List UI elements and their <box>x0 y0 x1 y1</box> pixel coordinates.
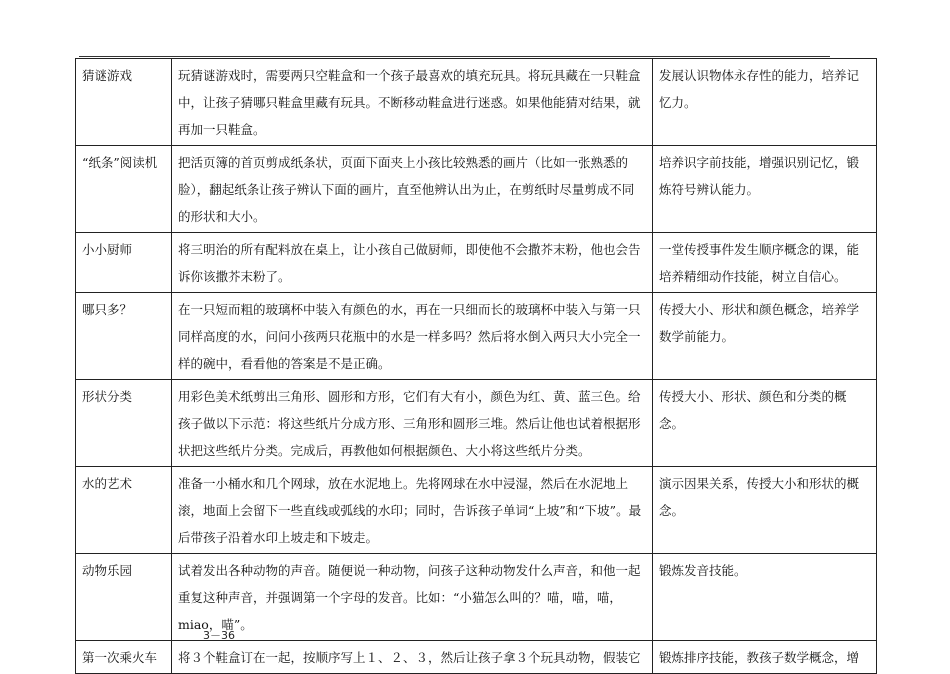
activity-name: 形状分类 <box>76 380 172 467</box>
activity-purpose: 传授大小、形状和颜色概念，培养学数学前能力。 <box>653 293 877 380</box>
activity-name: 猜谜游戏 <box>76 59 172 146</box>
table-row <box>76 146 877 233</box>
activity-name: 水的艺术 <box>76 467 172 554</box>
page-number: 3－36 <box>203 629 235 642</box>
activity-purpose: 培养识字前技能，增强识别记忆，锻炼符号辨认能力。 <box>653 146 877 233</box>
table-row <box>76 467 877 554</box>
activity-purpose: 演示因果关系，传授大小和形状的概念。 <box>653 467 877 554</box>
table-row <box>76 293 877 380</box>
activities-table <box>75 58 877 674</box>
activity-name: “纸条”阅读机 <box>76 146 172 233</box>
activity-description: 把活页簿的首页剪成纸条状，页面下面夹上小孩比较熟悉的画片（比如一张熟悉的脸），翻起纸条让孩子辨认下面的画片，直至他辨认出为止，在剪纸时尽量剪成不同的形状和大小。 <box>172 146 653 233</box>
activity-description: 将三明治的所有配料放在桌上，让小孩自己做厨师，即使他不会撒芥末粉，他也会告诉你该撒芥末粉了。 <box>172 233 653 293</box>
activity-description: 玩猜谜游戏时，需要两只空鞋盒和一个孩子最喜欢的填充玩具。将玩具藏在一只鞋盒中，让孩子猜哪只鞋盒里藏有玩具。不断移动鞋盒进行迷惑。如果他能猜对结果，就再加一只鞋盒。 <box>172 59 653 146</box>
activity-purpose: 传授大小、形状、颜色和分类的概念。 <box>653 380 877 467</box>
top-rule <box>79 56 830 57</box>
table-row <box>76 641 877 674</box>
table-row <box>76 59 877 146</box>
table-row <box>76 380 877 467</box>
activity-name: 动物乐园 <box>76 554 172 641</box>
activity-description: 用彩色美术纸剪出三角形、圆形和方形，它们有大有小，颜色为红、黄、蓝三色。给孩子做以下示范：将这些纸片分成方形、三角形和圆形三堆。然后让他也试着根据形状把这些纸片分类。完成后，再教他如何根据颜色、大小将这些纸片分类。 <box>172 380 653 467</box>
activity-description: 在一只短而粗的玻璃杯中装入有颜色的水，再在一只细而长的玻璃杯中装入与第一只同样高度的水，问问小孩两只花瓶中的水是一样多吗？然后将水倒入两只大小完全一样的碗中，看看他的答案是不是正确。 <box>172 293 653 380</box>
activity-purpose: 一堂传授事件发生顺序概念的课，能培养精细动作技能，树立自信心。 <box>653 233 877 293</box>
activity-purpose: 锻炼排序技能，教孩子数学概念，增 <box>653 641 877 674</box>
table-row <box>76 554 877 641</box>
activity-name: 哪只多？ <box>76 293 172 380</box>
activity-description: 试着发出各种动物的声音。随便说一种动物，问孩子这种动物发什么声音，和他一起重复这种声音，并强调第一个字母的发音。比如：“小猫怎么叫的？喵，喵，喵，miao，喵”。 <box>172 554 653 641</box>
activity-name: 第一次乘火车 <box>76 641 172 674</box>
activity-purpose: 发展认识物体永存性的能力，培养记忆力。 <box>653 59 877 146</box>
activity-purpose: 锻炼发音技能。 <box>653 554 877 641</box>
activity-name: 小小厨师 <box>76 233 172 293</box>
table-row <box>76 233 877 293</box>
activity-description: 准备一小桶水和几个网球，放在水泥地上。先将网球在水中浸湿，然后在水泥地上滚，地面上会留下一些直线或弧线的水印；同时，告诉孩子单词“上坡”和“下坡”。最后带孩子沿着水印上坡走和下坡走。 <box>172 467 653 554</box>
activity-description: 将３个鞋盒订在一起，按顺序写上１、２、３，然后让孩子拿３个玩具动物，假装它 <box>172 641 653 674</box>
